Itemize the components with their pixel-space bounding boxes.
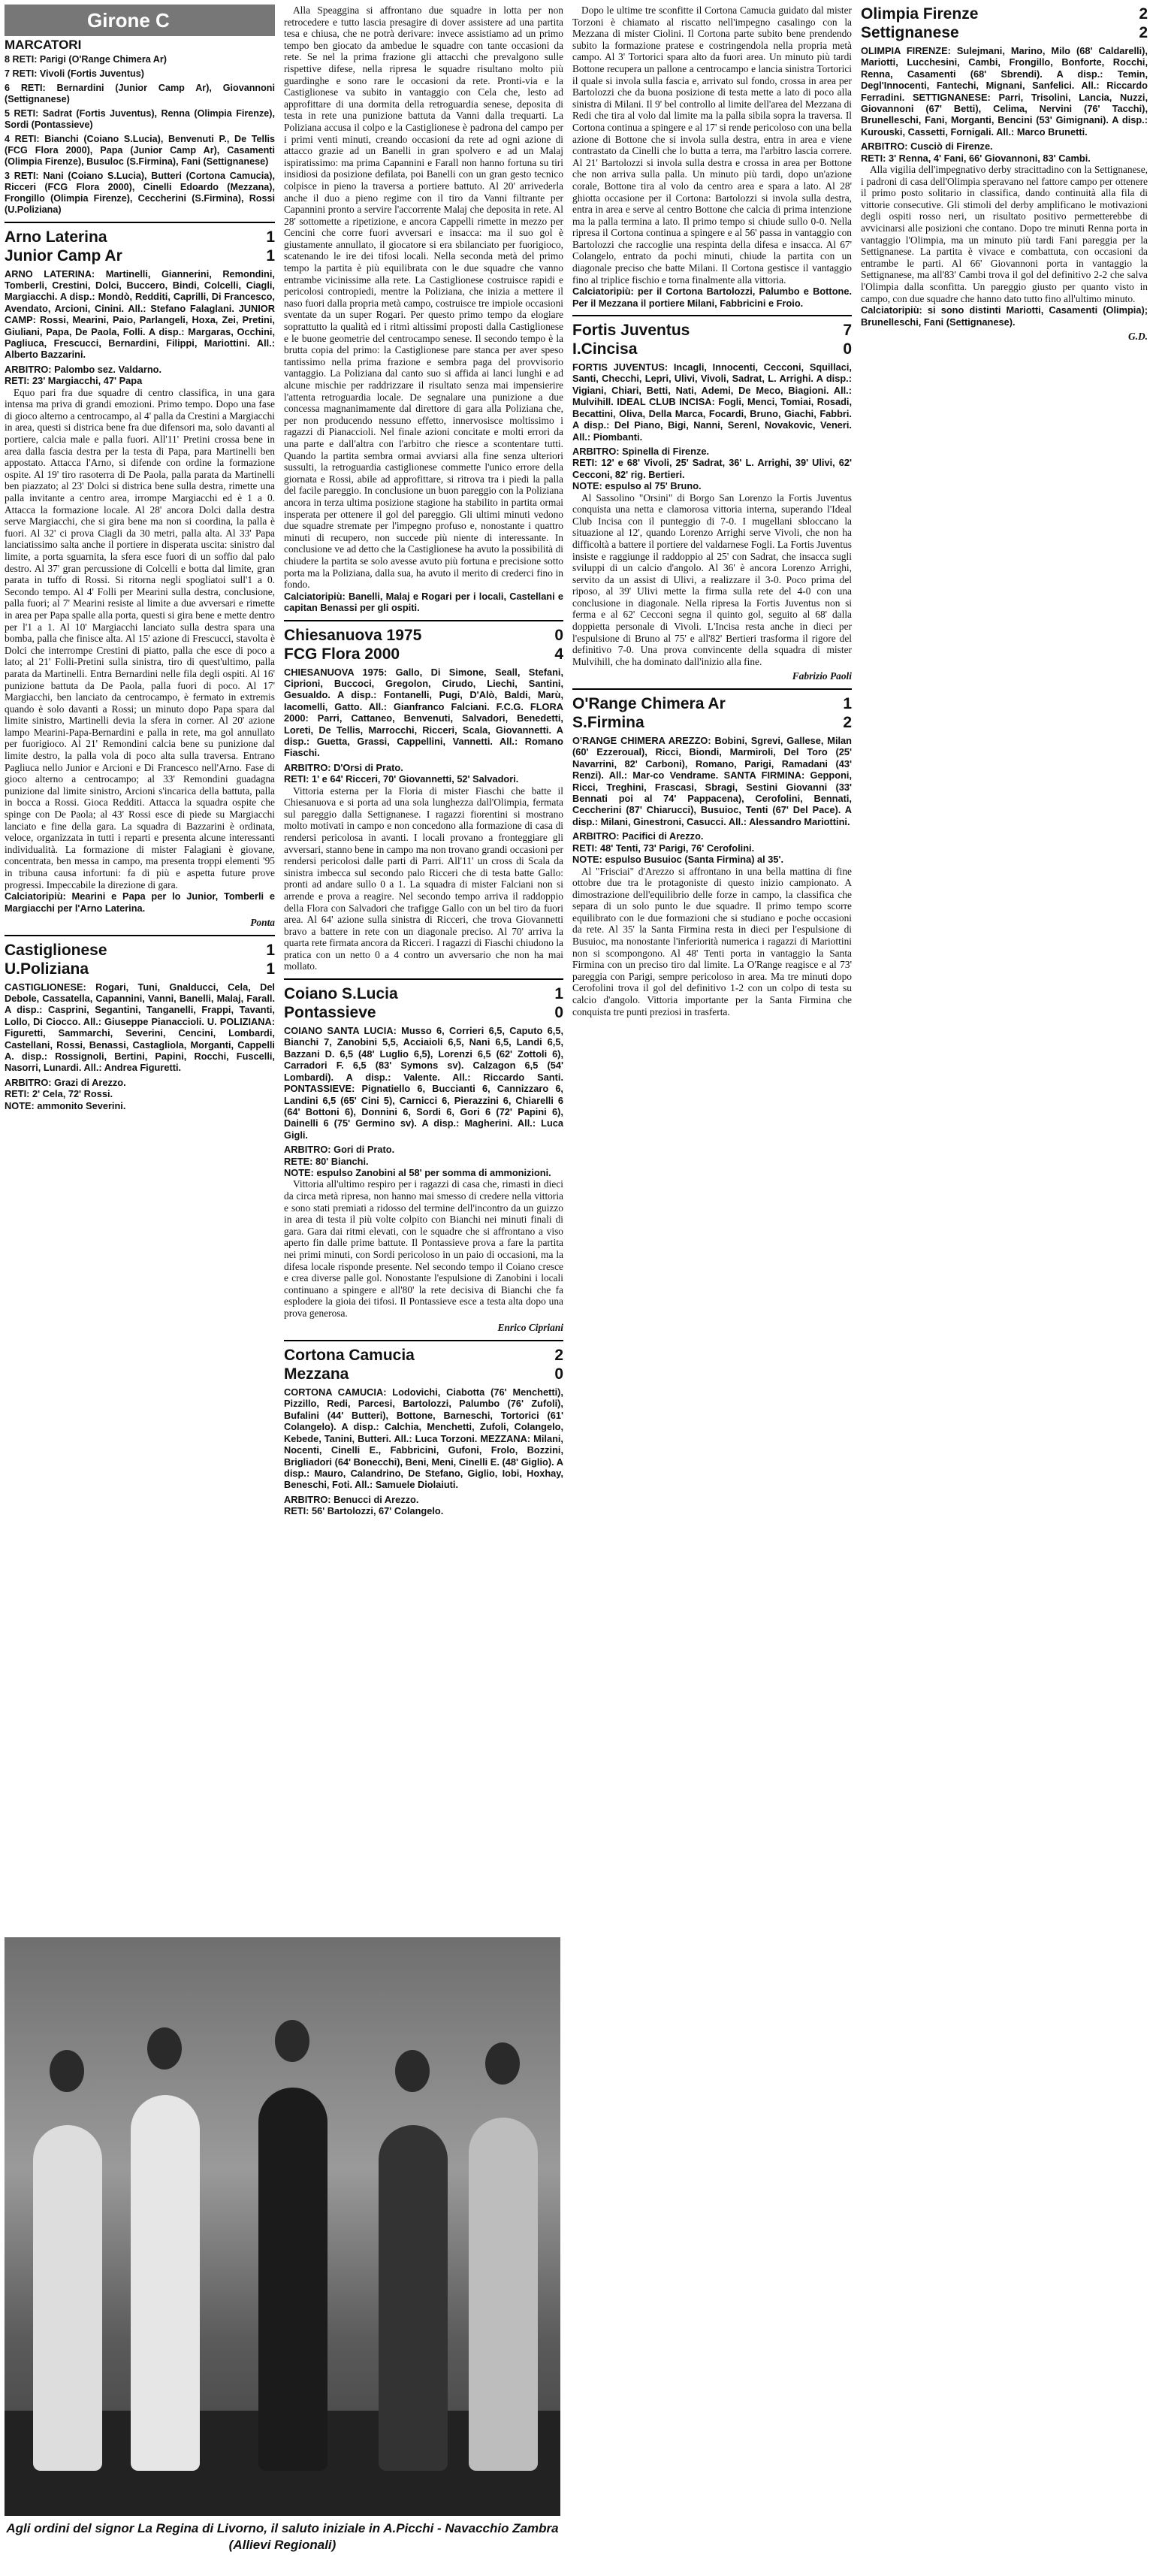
player-head <box>147 2027 182 2070</box>
referee: ARBITRO: Gori di Prato. <box>284 1144 395 1156</box>
lineups: CHIESANUOVA 1975: Gallo, Di Simone, Seall, Stefani, Ciprioni, Buccoci, Gregolon, Cirudo, Liechi, Santini, Gesualdo. A disp.: Fontanelli, Pugi, D'Alò, Baldi, Marù, Iacomelli, Gatto. All.: Gianfranco Falciani. F.C.G. FLORA 2000: Parri, Cattaneo, Benvenuti, Salvadori, Benedetti, Loreti, De Tellis, Marrocchi, Ricceri, Scala, Giovannetti. A disp.: Guetta, Grassi, Cappellini, Vannetti. All.: Romano Fiaschi. <box>284 666 563 759</box>
notes: NOTE: espulso Zanobini al 58' per somma di ammonizioni. <box>284 1166 551 1178</box>
player-figure <box>469 2118 538 2471</box>
author: Ponta <box>250 917 275 928</box>
away-team: Pontassieve 0 <box>284 1004 563 1022</box>
goals: RETI: 2' Cela, 72' Rossi. <box>5 1088 113 1100</box>
notes: NOTE: ammonito Severini. <box>5 1099 126 1111</box>
report-text: Dopo le ultime tre sconfitte il Cortona Camucia guidato dal mister Torzoni è chiamato al riscatto nell'impegno casalingo con la Mezzana di mister Ciolini. Il Cortona parte subito bene prendendo subito la formazione pratese e costringendola nella propria metà campo. Al 3' Tortorici spara alto da fuori area. Un minuto più tardi Bottone recupera un pallone a centrocampo e lancia sinistra Tortorici il quale si invola sulla fascia e, arrivato sul fondo, crossa in area per Bartolozzi che da buona posizione di testa mette a lato di poco alla sinistra di Milani. Il 9' bel controllo al limite dell'area del Mezzana di Redi che tira al volo dal limite ma la palla sibila sopra la traversa. Il Cortona continua a spingere e al 17' si rende pericoloso con una bella azione di Bottone che si invola sulla destra, entra in area e viene contrastato da Cinelli che lo butta a terra, ma l'arbitro lascia correre. Al 21' Bartolozzi si invola sulla destra e crossa in area per Bottone che non arriva sulla palla. Un minuto più tardi, dopo un'azione corale, Bottone tira al volo da centro area e spara a lato. Al 28' ghiotta occasione per il Cortona: Bartolozzi si invola sulla destra, entra in area e serve al centro Bottone che calcia di prima intenzione ma la palla termina a lato. Il primo tempo si chiude sullo 0-0. Nella ripresa il Cortona continua a spingere e al 56' passa in vantaggio con Bartolozzi che raccoglie una respinta della difesa e insacca. Al 67' Colangelo, entrato da pochi minuti, chiude la partita con un diagonale preciso che batte Milani. Il Cortona gestisce il vantaggio fino al triplice fischio e torna finalmente alla vittoria. <box>572 5 852 286</box>
referee: ARBITRO: D'Orsi di Prato. <box>284 761 403 773</box>
goals: RETI: 1' e 64' Ricceri, 70' Giovannetti, 52' Salvadori. <box>284 773 519 785</box>
lineups: ARNO LATERINA: Martinelli, Giannerini, Remondini, Tomberli, Crestini, Dolci, Buccero, Bindi, Colcelli, Ciagli, Margiacchi. A disp.: Mondò, Redditi, Caprilli, Di Francesco, Avendato, Arcioni, Cinini. All.: Stefano Falaglani. JUNIOR CAMP: Rossi, Mearini, Paio, Parlangeli, Hoxa, Zei, Pretini, Giuliani, Papa, De Paola, Folli. A disp.: Margaras, Occhini, Pagliuca, Frescucci, Bernardini, Filippi, Mariottini. All.: Alberto Bazzarini. <box>5 268 275 361</box>
section-banner: Girone C <box>5 5 275 36</box>
player-figure <box>131 2095 200 2471</box>
referee: ARBITRO: Grazi di Arezzo. <box>5 1076 126 1088</box>
match-report <box>284 1340 563 1516</box>
goals: RETI: 56' Bartolozzi, 67' Colangelo. <box>284 1505 444 1517</box>
photo-caption: Agli ordini del signor La Regina di Livorno, il saluto iniziale in A.Picchi - Navacchio Zambra (Allievi Regionali) <box>6 2521 559 2552</box>
notes: NOTE: espulso al 75' Bruno. <box>572 480 702 492</box>
author: Enrico Cipriani <box>497 1322 563 1334</box>
author: G.D. <box>1127 331 1148 342</box>
match-report <box>5 935 275 1111</box>
column-3 <box>572 5 852 1017</box>
match-report <box>284 620 563 973</box>
away-team: Mezzana 0 <box>284 1365 563 1383</box>
goals: RETI: 12' e 68' Vivoli, 25' Sadrat, 36' L. Arrighi, 39' Ulivi, 62' Cecconi, 82' rig. Bertieri. <box>572 457 852 480</box>
goals: RETI: 3' Renna, 4' Fani, 66' Giovannoni, 83' Cambi. <box>861 152 1091 164</box>
scorers-title: MARCATORI <box>5 38 82 52</box>
report-text: Alla Speaggina si affrontano due squadre in lotta per non retrocedere e tutto lascia presagire di dover assistere ad una partita tesa e chiusa, che ne potrà derivare: invece assistiamo ad un primo tempo ben giocato da ambedue le squadre con tante occasioni da rete. Se nel la prima frazione gli attacchi che prevalgono sulle rispettive difese, nella ripresa le squadre risultano molto più guardinghe e sono rare le occasioni da rete. Pronti-via e la Castiglionese va subito in vantaggio con Cela che, lesto ad approfittare di una dormita della retroguardia senese, deposita di testa in rete una punizione battuta da Vanni dalla trequarti. La Poliziana accusa il colpo e la Castiglionese è padrona del campo per i primi venti minuti, creando occasioni da rete ad ogni azione di attacco grazie ad un Banelli in gran spolvero e ad un Malaj ispiratissimo: ma prima Capannini e Farall non hanno fortuna su tiri insidiosi da posizione defilata, poi Banelli con un gran gesto tecnico colpisce in pieno la traversa a portiere battuto. Al 20' arrivederla anche il duo a pieno regime con il tiro da Vanni filtrante per Capannini pronto a servire l'accorrente Malaj che deposita in rete. Al 28' sottomette a ripetizione, e ancora Cappelli rimette in mezzo per Cencini che corre fuori avversari e insacca: ma il suo gol è giustamente annullato, il giocatore si era sbilanciato per fuorigioco, scatenando le ire dei tifosi locali. Nella seconda metà del primo tempo la partita è più equilibrata con le due squadre che vanno entrambe vicinissime alla rete. La Castiglionese costruisce rapidi e pericolosi contropiedi, mentre la Poliziana, che inizia a mettere il naso fuori dalla propria metà campo, costruisce tre impiole occasioni sventate da un super Rogari. Per questo primo tempo da elogiare soprattutto la qualità ed i ritmi altissimi proposti dalla Castiglionese e le buone geometrie del centrocampo senese. Il secondo tempo è la brutta copia del primo: la Castiglionese pare stanca per aver speso tantissimo nella prima frazione e sembra paga del provvisorio vantaggio. La Poliziana dal canto suo si affida ai lanci lunghi e ad alcune mischie per raddrizzare il risultato senza mai impensierire l'attenta retroguardia locale. De segnalare una punizione a due concessa magnanimamente dal direttore di gara alla Poliziana che, per non producendo nessuno effetto, innervosisce moltissimo i ragazzi di Pianaccioli. Nel finale azioni concitate e molti errori da una parte e dall'altra con l'arbitro che riesce a scontentare tutti. Quando la partita sembra ormai avviarsi alla fine senza ulteriori sussulti, la retroguardia castiglionese commette l'unico errore della giornata e Rossi, abile ad approfittare, si ritrova tra i piedi la palla del facile pareggio. In conclusione un buon pareggio con la Poliziana ancora in terza ultima posizione stagione ha stabilito in partita ormai insperata per ottenere il gol del pareggio. Gli ultimi minuti vedono due squadre stremate per l'impegno profuso e, nonostante i quattro minuti di recupero, non succede più niente di interessante. In conclusione ve ad detto che la Castiglionese ha avuto la possibilità di chiudere la partita se solo avesse avuto più fortuna e precisione sotto porta ma la Poliziana, dalla sua, ha avuto il merito di crederci fino in fondo. <box>284 5 563 591</box>
away-team: Junior Camp Ar 1 <box>5 246 275 265</box>
player-head <box>485 2042 520 2085</box>
match-report <box>5 222 275 929</box>
match-report <box>861 5 1148 343</box>
home-team: Fortis Juventus 7 <box>572 322 852 340</box>
column-2 <box>284 5 563 1517</box>
referee: ARBITRO: Cusciò di Firenze. <box>861 141 993 153</box>
away-team: S.Firmina 2 <box>572 714 852 732</box>
scorers-line: 3 RETI: Nani (Coiano S.Lucia), Butteri (Cortona Camucia), Ricceri (FCG Flora 2000), Cinelli Edoardo (Mezzana), Frongillo (Olimpia Firenze), Ceccherini (S.Firmina), Rossi (U.Poliziana) <box>5 170 275 215</box>
home-team: Cortona Camucia 2 <box>284 1347 563 1365</box>
team-photo <box>5 1937 560 2558</box>
home-team: O'Range Chimera Ar 1 <box>572 695 852 713</box>
lineups: FORTIS JUVENTUS: Incagli, Innocenti, Cecconi, Squillaci, Santi, Checchi, Lepri, Ulivi, Vivoli, Sadrat, L. Arrighi. A disp.: Vigiani, Chiari, Betti, Nati, Ademi, De Meco, Biagioni. All.: Mulvihill. IDEAL CLUB INCISA: Fogli, Menci, Tomiai, Rosadi, Becattini, Oliva, Della Marca, Focardi, Bruno, Giachi, Fabbri. A disp.: Del Piano, Bigi, Nanni, Serenl, Novakovic, Veneri. All.: Piombanti. <box>572 361 852 443</box>
report-text: Equo pari fra due squadre di centro classifica, in una gara intensa ma priva di grandi emozioni. Primo tempo. Dopo una fase di gioco alterno a centrocampo, al 4' palla da Crestini a Margiacchi in area, questi si districa bene fra due difensori ma, solo davanti al portiere, calcia male e palla fuori. All'11' Pretini crossa bene in area dalla fascia destra per la testa di Papa, para Martinelli ben appostato. Attacca l'Arno, si difende con ordine la formazione ospite. Al 19' tiro rasoterra di De Paola, palla parata da Martinelli ben piazzato; al 23' Dolci si districa bene sulla destra, rimette una palla invitante a centro area, irrompe Margiacchi ed è 1 a 0. Attacca la formazione locale. Al 28' ancora Dolci dalla destra serve Margiacchi, che si gira bene ma non si coordina, la palla è fuori. Al 32' ci prova Ciagli da 30 metri, palla alta. Al 33' Papa lanciatissimo salta anche il portiere in disperata uscita: sinistro dal limite, a porta sguarnita, la sfera esce fuori di un soffio dal palo destro. Al 37' gran percussione di Colcelli e botta dal limite, gran parata in tuffo di Rossi. Si ritorna negli spogliatoi sull'1 a 0. Secondo tempo. Al 4' Folli per Mearini sulla destra, conclusione, palla fuori; al 7' Mearini resiste al limite a due avversari e rimette in area per Papa spalle alla porta, questi si gira bene e mette dentro per l'1 a 1. Al 10' Margiacchi lanciato sulla destra spara una bomba, palla che finisce alta. Al 15' azione di Frescucci, stavolta è Dolci che interrompe Crestini di piatto, palla che esce di poco a lato; al 21' Folli-Pretini sulla sinistra, tiro di quest'ultimo, palla parata da Martinelli. Entra Bernardini nelle fila degli ospiti. Al 16' punizione battuta da De Paola, palla fuori di poco. Al 17' Margiacchi, ben lanciato da centrocampo, è fermato in extremis quando è solo davanti a Rossi; un minuto dopo Papa spara dal limite sinistro, Martinelli devia la sfera in corner. Al 20' azione lampo Mearini-Papa-Bernardini e palla in rete, ma gol annullato per fuorigioco. Al 21' Remondini calcia bene su punizione dal limite destro, la palla vola di poco alta sulla traversa. Entrano Pagliuca nello Junior e Arcioni e Di Francesco nell'Arno. Fase di gioco alterno a centrocampo; al 33' Remondini guadagna punizione dal limite sinistro, Arcioni s'incarica della battuta, palla in bocca a Rossi. Gioca Redditi. Attacca la squadra ospite che spinge con De Paola; al 43' Rossi esce di piede su Margiacchi lanciato e fine della gara. La squadra di Bazzarini è ordinata, veloce, organizzata in tutti i reparti e presenta alcune interessanti individualità. La formazione di mister Falagiani è giovane, concentrata, ben messa in campo, ma presenta troppi elementi '95 in tribuna causa infortuni: fa di più e aspetta future prove progressi. Impeccabile la direzione di gara. <box>5 386 275 890</box>
lineups: COIANO SANTA LUCIA: Musso 6, Corrieri 6,5, Caputo 6,5, Bianchi 7, Zanobini 5,5, Acciaioli 6,5, Nani 6,5, Landi 6,5, Bazzani D. 6,5 (48' Luglio 6,5), Lorenzi 6,5 (62' Zottoli 6), Carradori F. 6,5 (83' Symons sv). Calzagon 6,5 (54' Lombardi). A disp.: Valente. All.: Riccardo Santi. PONTASSIEVE: Pignatiello 6, Buccianti 6, Cannizzaro 6, Landini 6,5 (65' Cini 5), Carnicci 6, Pierazzini 6, Chiarelli 6 (64' Bottoni 6), Donnini 6, Sordi 6, Gori 6 (72' Papini 6), Dainelli 6 (75' Germino sv). A disp.: Magherini. All.: Luca Gigli. <box>284 1025 563 1141</box>
goals: RETI: 48' Tenti, 73' Parigi, 76' Cerofolini. <box>572 842 755 854</box>
scorers-line: 7 RETI: Vivoli (Fortis Juventus) <box>5 68 144 79</box>
report-text: Alla vigilia dell'impegnativo derby stracittadino con la Settignanese, i padroni di casa dell'Olimpia speravano nel fattore campo per ottenere il primo posto solitario in classifica, dando continuità alla fila di vittorie consecutive. Gli stimoli del derby amplificano le motivazioni degli ospiti rosso neri, un risultato positivo permetterebbe di avvicinarsi alle posizioni che contano. Dopo tre minuti Renna porta in vantaggio l'Olimpia, ma un minuto più tardi Fani pareggia per la Settignanese. La partita è vivace e combattuta, con occasioni da entrambe le parti. Al 66' Giovannoni porta in vantaggio la Settignanese, ma all'83' Cambi trova il gol del definitivo 2-2 che salva l'Olimpia dalla sconfitta. Un pareggio giusto per quanto visto in campo, con due squadre che hanno dato tutto fino all'ultimo minuto. <box>861 164 1148 304</box>
home-team: Arno Laterina 1 <box>5 228 275 246</box>
away-team: U.Poliziana 1 <box>5 960 275 978</box>
home-team: Castiglionese 1 <box>5 941 275 959</box>
referee: ARBITRO: Pacifici di Arezzo. <box>572 830 704 842</box>
goals: RETE: 80' Bianchi. <box>284 1155 369 1167</box>
referee: ARBITRO: Spinella di Firenze. <box>572 445 710 457</box>
referee-head <box>275 2020 309 2062</box>
report-text: Al Sassolino "Orsini" di Borgo San Lorenzo la Fortis Juventus conquista una netta e clamorosa vittoria interna, superando l'Ideal Club Incisa con il punteggio di 7-0. I mugellani sbloccano la situazione al 12', quando Lorenzo Arrighi serve Vivoli, che non ha difficoltà a battere il portiere del valdarnese Fogli. La Fortis Juventus insiste e raggiunge il raddoppio al 25' con Sadrat, che insacca sugli sviluppi di un calcio d'angolo. Al 36' è ancora Lorenzo Arrighi, servito da un assist di Ulivi, a realizzare il 3-0. Poco prima del riposo, al 39' Ulivi mette la firma sulla rete del 4-0 con una conclusione in diagonale. Nella ripresa la Fortis Juventus non si ferma e al 62' Cecconi segna il quinto gol, seguito al 68' dalla doppietta personale di Vivoli. L'Incisa resta anche in dieci per l'espulsione di Bruno al 75' e all'82' Bertieri trasforma il rigore del definitivo 7-0. Una prova convincente della squadra di mister Mulvihill, che ha dominato dall'inizio alla fine. <box>572 491 852 667</box>
notes: Calciatoripiù: Mearini e Papa per lo Junior, Tomberli e Margiacchi per l'Arno Laterina. <box>5 890 275 914</box>
lineups: CASTIGLIONESE: Rogari, Tuni, Gnalducci, Cela, Del Debole, Cassatella, Capannini, Vanni, Banelli, Malaj, Farall. A disp.: Casprini, Segantini, Tanganelli, Frappi, Tavanti, Lollo, Di Ciocco. All.: Giuseppe Pianaccioli. U. POLIZIANA: Figuretti, Sammarchi, Severini, Cencini, Lombardi, Castellani, Rossi, Benassi, Castagliola, Morganti, Cappelli A. disp.: Rossignoli, Bertini, Papini, Rocchi, Fuscelli, Nasorri, Lunardi. All.: Andrea Figuretti. <box>5 981 275 1074</box>
report-text: Vittoria all'ultimo respiro per i ragazzi di casa che, rimasti in dieci da circa metà ripresa, non hanno mai smesso di credere nella vittoria e sono stati premiati a ridosso del termine dell'incontro da un guizzo in area di testa il più volte colpito con Bianchi nei minuti finali di gara. Gara dai ritmi elevati, con le squadre che si affrontano a viso aperto fin dalle prime battute. Il Pontassieve prova a fare la partita nei primi minuti, con Sordi pericoloso in un paio di occasioni, ma la difesa locale risponde presente. Nel secondo tempo il Coiano cresce e crea diverse palle gol. Nonostante l'espulsione di Zanobini i locali continuano a spingere e all'80' la rete decisiva di Bianchi che fa esplodere la gioia dei tifosi. Il Pontassieve esce a testa alta dopo una prova generosa. <box>284 1178 563 1319</box>
goals: RETI: 23' Margiacchi, 47' Papa <box>5 375 143 387</box>
home-team: Chiesanuova 1975 0 <box>284 626 563 644</box>
match-report <box>572 688 852 1017</box>
scorers-line: 4 RETI: Bianchi (Coiano S.Lucia), Benvenuti P., De Tellis (FCG Flora 2000), Papa (Junior Camp Ar), Casamenti (Olimpia Firenze), Busuloc (S.Firmina), Fani (Settignanese) <box>5 133 275 167</box>
home-team: Coiano S.Lucia 1 <box>284 985 563 1003</box>
notes: Calciatoripiù: per il Cortona Bartolozzi, Palumbo e Bottone. Per il Mezzana il portiere Milani, Fabbricini e Froio. <box>572 286 852 309</box>
away-team: FCG Flora 2000 4 <box>284 645 563 663</box>
goalkeeper-figure <box>33 2125 102 2471</box>
match-report <box>572 315 852 682</box>
photo-image <box>5 1937 560 2516</box>
scorers-line: 8 RETI: Parigi (O'Range Chimera Ar) <box>5 53 167 65</box>
author: Fabrizio Paoli <box>792 670 852 682</box>
player-head <box>395 2050 430 2092</box>
scorers-line: 6 RETI: Bernardini (Junior Camp Ar), Giovannoni (Settignanese) <box>5 82 275 104</box>
notes: NOTE: espulso Busuioc (Santa Firmina) al 35'. <box>572 854 784 866</box>
player-head <box>50 2050 84 2092</box>
column-1 <box>5 5 275 1111</box>
scorers-line: 5 RETI: Sadrat (Fortis Juventus), Renna (Olimpia Firenze), Sordi (Pontassieve) <box>5 107 275 130</box>
lineups: CORTONA CAMUCIA: Lodovichi, Ciabotta (76' Menchetti), Pizzillo, Redi, Parcesi, Bartolozzi, Palumbo (76' Zufoli), Bufalini (44' Butteri), Bottone, Barneschi, Tortorici (61' Colangelo). A disp.: Calchia, Menchetti, Zufoli, Colangelo, Kebede, Tanini, Butteri. All.: Luca Torzoni. MEZZANA: Milani, Nocenti, Cinelli E., Fabbricini, Gufoni, Frolo, Bozzini, Brigliadori (64' Bonecchi), Beni, Meni, Cinelli E. (48' Giglio). A disp.: Mauro, Calandrino, De Stefano, Giglio, Iobi, Hoxhay, Beneschi, Foti. All.: Samuele Diolaiuti. <box>284 1386 563 1491</box>
home-team: Olimpia Firenze 2 <box>861 5 1148 23</box>
away-team: Settignanese 2 <box>861 24 1148 41</box>
lineups: O'RANGE CHIMERA AREZZO: Bobini, Sgrevi, Gallese, Milan (60' Ezzeroual), Ricci, Biondi, Marmiroli, Del Toro (25' Navarrini, 82' Carboni), Romano, Parigi, Ramadani (43' Renzi). All.: Mar-co Vendrame. SANTA FIRMINA: Gepponi, Ricci, Treghini, Frascasi, Sbragi, Sestini Giovanni (33' Bennati poi al 74' Pappacena), Cerofolini, Bennati, Ceccherini (87' Chiarucci), Busuioc, Tenti (67' Del Pace). A disp.: Milani, Ginestroni, Casucci. All.: Alessandro Mariottini. <box>572 735 852 827</box>
lineups: OLIMPIA FIRENZE: Sulejmani, Marino, Milo (68' Caldarelli), Mariotti, Lucchesini, Cambi, Frongillo, Bonforte, Rocchi, Renna, Casamenti (68' Sbrendi). A disp.: Temin, Degl'Innocenti, Fantechi, Mignani, Sanfelici. All.: Riccardo Ferradini. SETTIGNANESE: Parri, Trisolini, Lancia, Nuzzi, Giovannoni (67' Betti), Celima, Nervini (76' Tacchi), Brunelleschi, Fani, Morganti, Bencini (53' Gimignani). A disp.: Kurouski, Cassetti, Fornigali. All.: Marco Brunetti. <box>861 45 1148 138</box>
match-report <box>284 978 563 1334</box>
report-text: Al "Frisciai" d'Arezzo si affrontano in una bella mattina di fine ottobre due tra le protagoniste di questo inizio campionato. A dimostrazione dell'equilibrio delle forze in campo, la classifica che separa di un solo punto le due squadre. Il primo tempo scorre equilibrato con le due formazioni che si studiano e poche occasioni da rete. Al 35' la Santa Firmina resta in dieci per l'espulsione di Busuioc, ma nonostante l'inferiorità numerica i ragazzi di Mariottini non si scompongono. Al 48' Tenti porta in vantaggio la Santa Firmina con un preciso tiro dal limite. La O'Range reagisce e al 73' pareggia con Parigi, sempre pericoloso in area. Ma tre minuti dopo Cerofolini trova il gol del definitivo 1-2 con un colpo di testa su calcio d'angolo. Vittoria importante per la Santa Firmina che conquista tre punti preziosi in trasferta. <box>572 865 852 1017</box>
referee-figure <box>258 2088 327 2471</box>
player-figure <box>379 2125 448 2471</box>
notes: Calciatoripiù: si sono distinti Mariotti, Casamenti (Olimpia); Brunelleschi, Fani (Settignanese). <box>861 304 1148 328</box>
column-4 <box>861 5 1148 346</box>
notes: Calciatoripiù: Banelli, Malaj e Rogari per i locali, Castellani e capitan Benassi per gli ospiti. <box>284 590 563 614</box>
report-text: Vittoria esterna per la Floria di mister Fiaschi che batte il Chiesanuova e si porta ad una sola lunghezza dall'Olimpia, fermata sul pareggio dalla Settignanese. I ragazzi fiorentini si mostrano molto motivati in campo e non concedono alla formazione di casa di rendersi pericolosa in avanti. I locali provano a fronteggiare gli avversari, stanno bene in campo ma non trovano grandi occasioni per rendersi pericolosi dalle parti di Parri. All'11' un cross di Scala da sinistra imbecca sul secondo palo Ricceri che di testa batte Gallo: pronti ad andare sullo 0 a 1. La squadra di mister Falciani non si arrende e prova a reagire. Nel secondo tempo arriva il raddoppio della Flora con Salvadori che trafigge Gallo con un bel tiro da fuori area. Al 64' azione sulla sinistra di Ricceri, che trova Giovannetti bravo a battere in rete con un diagonale preciso. Al 70' arriva la quarta rete firmata ancora da Ricceri. I ragazzi di Fiaschi chiudono la pratica con un netto 0 a 4 contro un avversario che non ha mai mollato. <box>284 785 563 972</box>
referee: ARBITRO: Palombo sez. Valdarno. <box>5 363 162 375</box>
away-team: I.Cincisa 0 <box>572 340 852 358</box>
referee: ARBITRO: Benucci di Arezzo. <box>284 1493 419 1505</box>
